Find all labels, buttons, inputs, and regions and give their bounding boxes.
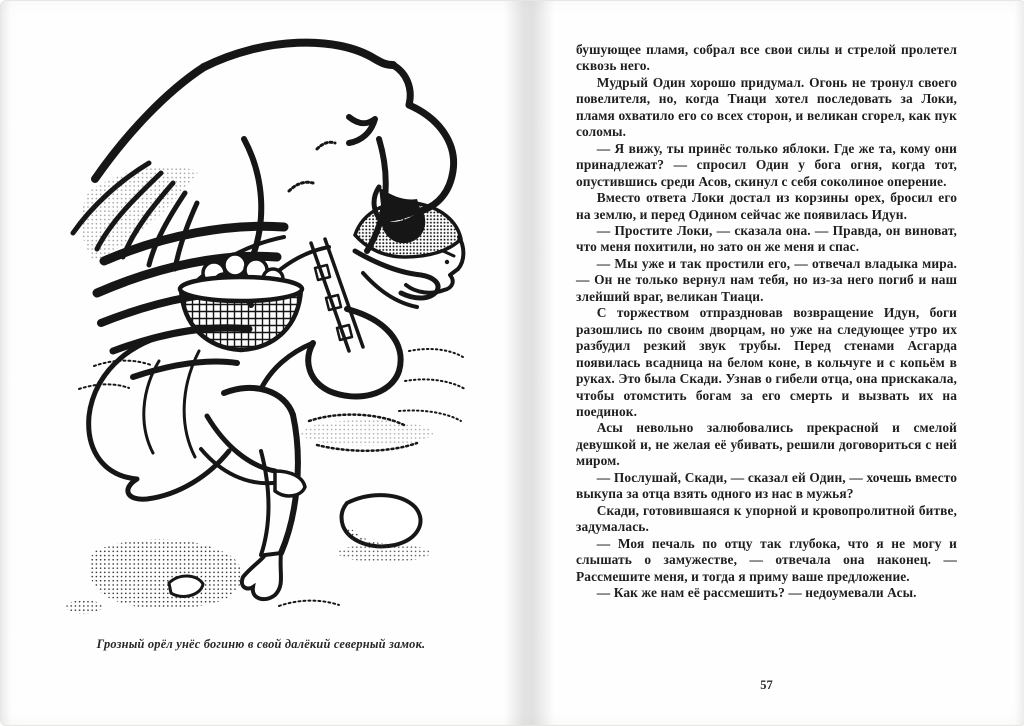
paragraph: — Моя печаль по отцу так глубока, что я не могу и слышать о замужестве, — отвечала она наконец. — Рассмешите меня, и тогда я приму ваше предложение. <box>576 535 957 584</box>
eagle-illustration <box>49 21 479 629</box>
paragraph: Мудрый Один хорошо придумал. Огонь не тронул своего повелителя, но, когда Тиаци хотел последовать за Локи, пламя охватило его со всех сторон, и великан сгорел, как пук соломы. <box>576 74 957 140</box>
paragraph: Скади, готовившаяся к упорной и кровопролитной битве, задумалась. <box>576 502 957 535</box>
right-page <box>513 1 1024 725</box>
paragraph: — Простите Локи, — сказала она. — Правда, он виноват, что меня похитили, но зато он же меня и спас. <box>576 222 957 255</box>
page-number: 57 <box>760 678 773 692</box>
paragraph: — Послушай, Скади, — сказал ей Один, — хочешь вместо выкупа за отца взять одного из нас в мужья? <box>576 469 957 502</box>
paragraph: С торжеством отпраздновав возвращение Идун, боги разошлись по своим дворцам, но уже на следующее утро их разбудил резкий звук трубы. Перед стенами Асгарда появилась всадница на белом коне, в кольчуге и с копьём в руках. Это была Скади. Узнав о гибели отца, она прискакала, чтобы отомстить богам за его смерть и вызвать их на поединок. <box>576 305 957 419</box>
paragraph: — Как же нам её рассмешить? — недоумевали Асы. <box>596 584 917 600</box>
paragraph: бушующее пламя, собрал все свои силы и стрелой пролетел сквозь него. <box>576 42 957 74</box>
page-text <box>576 42 957 601</box>
left-page <box>1 1 513 725</box>
paragraph: Асы невольно залюбовались прекрасной и смелой девушкой и, не желая её убивать, решили договориться с ней миром. <box>576 420 957 469</box>
illustration-caption: Грозный орёл унёс богиню в свой далёкий северный замок. <box>96 637 426 651</box>
paragraph: Вместо ответа Локи достал из корзины орех, бросил его на землю, и перед Одином сейчас же появилась Идун. <box>576 190 957 222</box>
paragraph: — Мы уже и так простили его, — отвечал владыка мира. — Он не только вернул нам тебя, но из-за него погиб и наш злейший враг, великан Тиаци. <box>576 255 957 304</box>
paragraph: — Я вижу, ты принёс только яблоки. Где же та, кому они принадлежат? — спросил Один у бога огня, когда тот, опустившись среди Асов, скинул с себя соколиное оперение. <box>576 140 957 189</box>
